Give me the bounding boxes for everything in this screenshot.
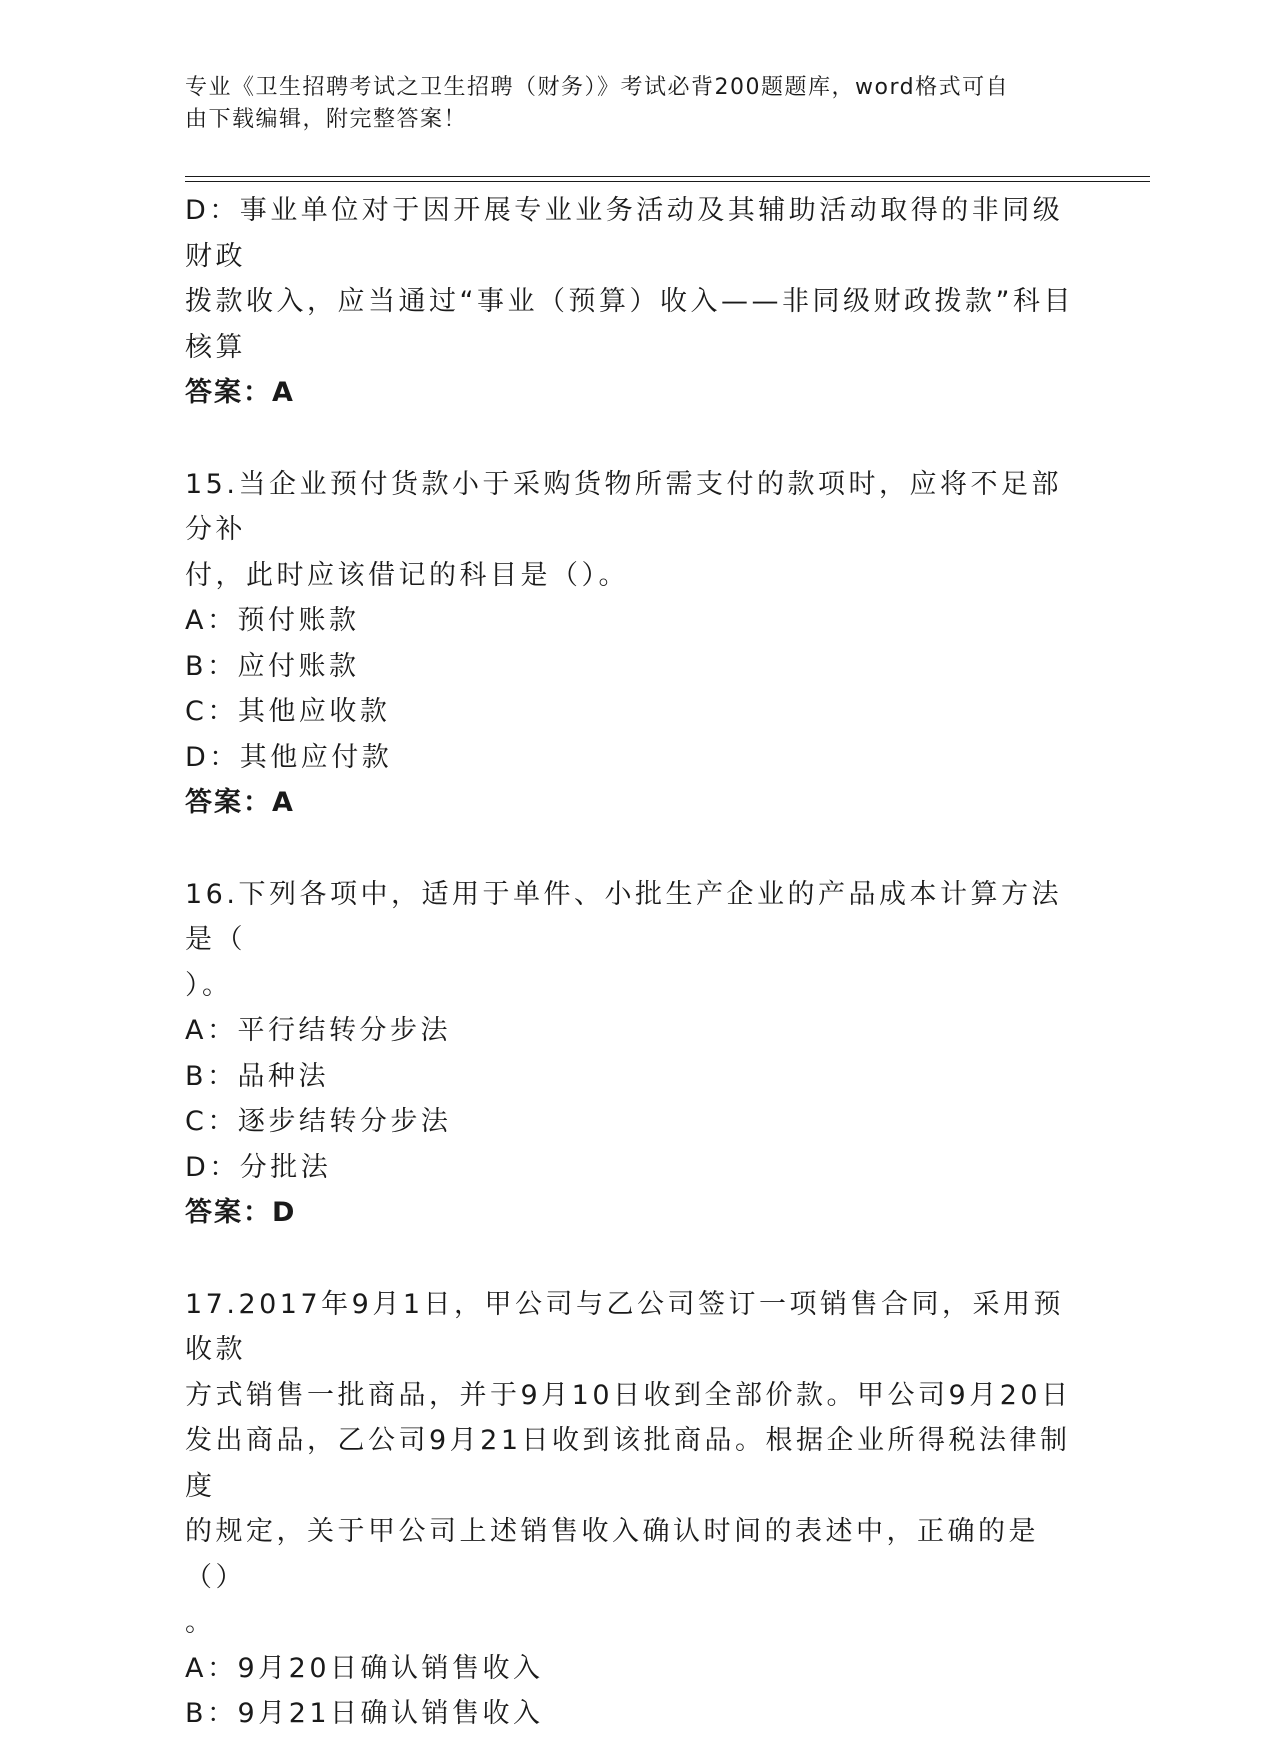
question-14-option-d-line-3: 核算 — [185, 331, 246, 363]
question-15-stem-line-1: 15.当企业预付货款小于采购货物所需支付的款项时，应将不足部分补 — [185, 468, 1062, 545]
question-16-option-d: D：分批法 — [185, 1151, 332, 1183]
question-17-option-a: A：9月20日确认销售收入 — [185, 1652, 544, 1684]
question-17-stem-line-5: 。 — [185, 1607, 216, 1638]
question-14 — [185, 188, 1085, 416]
document-header — [185, 72, 1065, 136]
question-16-stem-line-2: ）。 — [185, 969, 233, 1001]
header-title-line-1: 专业《卫生招聘考试之卫生招聘（财务）》考试必背200题题库，word格式可自 — [185, 75, 1010, 100]
question-14-option-d-line-1: D：事业单位对于因开展专业业务活动及其辅助活动取得的非同级财政 — [185, 195, 1064, 272]
question-17 — [185, 1282, 1085, 1737]
spacer — [185, 826, 1085, 872]
question-15-option-c: C：其他应收款 — [185, 696, 391, 727]
question-16 — [185, 872, 1085, 1236]
spacer — [185, 416, 1085, 462]
question-15-option-a: A：预付账款 — [185, 605, 360, 636]
question-15-option-d: D：其他应付款 — [185, 741, 393, 773]
header-title-line-2: 由下载编辑，附完整答案！ — [185, 107, 468, 132]
spacer — [185, 1236, 1085, 1282]
question-15-answer: 答案：A — [185, 787, 295, 818]
question-17-stem-line-3: 发出商品，乙公司9月21日收到该批商品。根据企业所得税法律制度 — [185, 1425, 1071, 1502]
question-15 — [185, 462, 1085, 826]
question-17-option-b: B：9月21日确认销售收入 — [185, 1698, 544, 1729]
question-14-option-d-line-2: 拨款收入，应当通过“事业（预算）收入——非同级财政拨款”科目 — [185, 286, 1074, 317]
question-17-stem-line-2: 方式销售一批商品，并于9月10日收到全部价款。甲公司9月20日 — [185, 1379, 1072, 1411]
header-divider-bottom — [185, 181, 1150, 182]
question-16-answer: 答案：D — [185, 1197, 297, 1228]
question-content — [185, 188, 1085, 1737]
header-divider-top — [185, 176, 1150, 177]
question-16-stem-line-1: 16.下列各项中，适用于单件、小批生产企业的产品成本计算方法是（ — [185, 878, 1062, 955]
question-14-answer: 答案：A — [185, 377, 295, 408]
question-16-option-b: B：品种法 — [185, 1060, 330, 1092]
question-16-option-c: C：逐步结转分步法 — [185, 1106, 452, 1137]
question-16-option-a: A：平行结转分步法 — [185, 1015, 451, 1046]
question-17-stem-line-4: 的规定，关于甲公司上述销售收入确认时间的表述中，正确的是（） — [185, 1516, 1039, 1593]
question-17-stem-line-1: 17.2017年9月1日，甲公司与乙公司签订一项销售合同，采用预收款 — [185, 1288, 1065, 1365]
question-15-option-b: B：应付账款 — [185, 650, 360, 682]
question-15-stem-line-2: 付，此时应该借记的科目是（）。 — [185, 559, 629, 591]
